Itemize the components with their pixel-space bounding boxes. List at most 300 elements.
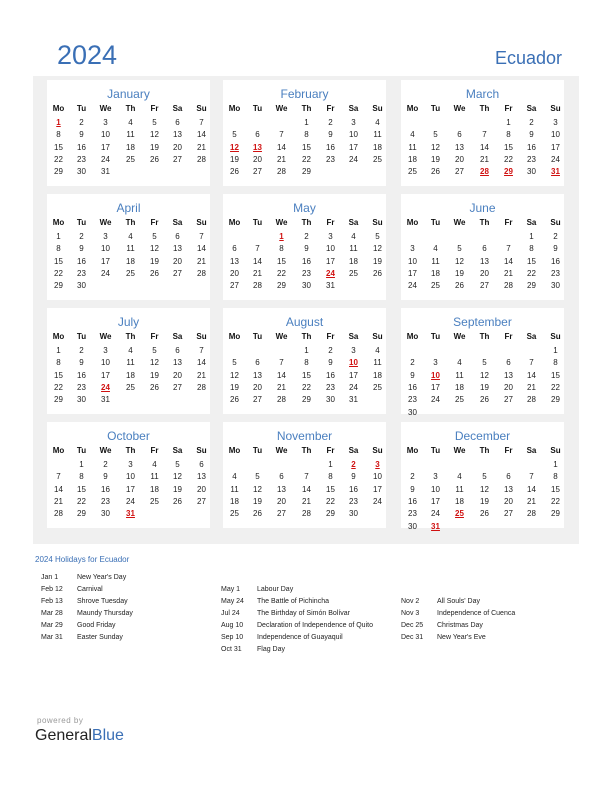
holiday-date: Feb 12 [41, 586, 63, 593]
weekday-header: Mo [52, 332, 65, 341]
day-cell: 28 [504, 281, 513, 291]
day-cell: 29 [77, 509, 86, 519]
day-cell: 14 [527, 370, 536, 380]
holiday-row [41, 586, 133, 598]
day-cell: 11 [408, 142, 417, 152]
year-title: 2024 [57, 40, 118, 70]
day-cell: 1 [56, 346, 61, 355]
day-cell: 20 [480, 268, 489, 278]
day-cell: 23 [349, 496, 358, 506]
weekday-header: Mo [228, 218, 241, 227]
day-cell: 16 [527, 142, 536, 152]
day-cell: 2 [529, 118, 534, 127]
weekday-header: Sa [172, 218, 183, 227]
day-cell: 12 [480, 484, 489, 494]
weekday-header: We [275, 218, 288, 227]
day-cell: 19 [373, 256, 382, 266]
day-cell: 24 [349, 154, 358, 164]
weekday-header: Tu [430, 332, 441, 341]
day-cell: 13 [455, 142, 464, 152]
holiday-row [221, 610, 373, 622]
day-cell: 5 [482, 358, 487, 368]
day-cell: 30 [408, 407, 417, 417]
holiday-name: The Birthday of Simón Bolívar [257, 610, 350, 617]
weekday-header: Fr [150, 446, 159, 455]
day-cell: 14 [54, 484, 63, 494]
day-cell: 22 [504, 154, 513, 164]
day-cell: 15 [551, 484, 560, 494]
weekday-header: Tu [252, 332, 263, 341]
day-cell: 27 [173, 154, 182, 164]
day-cell: 27 [197, 496, 206, 506]
day-cell: 28 [54, 509, 63, 519]
weekday-header: Su [196, 332, 207, 341]
holiday-date: Dec 25 [401, 622, 424, 629]
day-cell: 8 [553, 472, 558, 482]
day-cell: 27 [277, 509, 286, 519]
month-name: November [276, 429, 333, 443]
holiday-date: Oct 31 [221, 646, 242, 653]
weekday-header: We [275, 332, 288, 341]
day-cell: 18 [126, 370, 135, 380]
day-cell: 20 [504, 382, 513, 392]
day-cell: 9 [529, 130, 534, 140]
day-cell: 28 [197, 382, 206, 392]
weekday-header: Mo [52, 446, 65, 455]
weekday-header: Mo [406, 446, 419, 455]
day-cell: 15 [527, 256, 536, 266]
day-cell: 6 [175, 118, 180, 127]
day-cell: 2 [79, 232, 84, 241]
holiday-row [41, 622, 133, 634]
day-cell: 14 [277, 142, 286, 152]
day-cell: 26 [150, 154, 159, 164]
day-cell: 28 [527, 509, 536, 519]
day-cell: 25 [126, 154, 135, 164]
day-cell: 22 [54, 154, 63, 164]
day-cell: 21 [527, 496, 536, 506]
day-cell: 20 [197, 484, 206, 494]
day-cell: 27 [504, 509, 513, 519]
day-cell: 14 [527, 484, 536, 494]
day-cell: 1 [506, 118, 511, 127]
weekday-header: Th [301, 104, 312, 113]
day-cell: 11 [455, 484, 464, 494]
day-cell: 12 [150, 130, 159, 140]
day-cell: 4 [351, 232, 356, 241]
day-cell: 21 [197, 142, 206, 152]
weekday-header: Sa [526, 332, 537, 341]
day-cell: 29 [54, 395, 63, 405]
day-cell: 15 [302, 142, 311, 152]
day-cell: 3 [410, 244, 415, 254]
day-cell: 20 [253, 154, 262, 164]
day-cell: 1 [304, 118, 309, 127]
day-cell: 19 [150, 256, 159, 266]
day-cell: 18 [373, 370, 382, 380]
weekday-header: Tu [252, 218, 263, 227]
day-cell: 12 [480, 370, 489, 380]
day-cell: 12 [150, 358, 159, 368]
day-cell: 5 [152, 118, 157, 127]
weekday-header: We [453, 332, 466, 341]
day-cell: 20 [230, 268, 239, 278]
day-cell: 1 [553, 346, 558, 355]
holiday-row [221, 646, 373, 658]
day-cell: 24 [101, 154, 110, 164]
day-cell: 25 [349, 268, 358, 278]
holiday-name: Labour Day [257, 586, 294, 593]
day-cell: 4 [128, 346, 133, 355]
day-cell: 7 [56, 472, 61, 482]
holiday-day: 31 [551, 167, 560, 177]
day-cell: 21 [197, 256, 206, 266]
day-cell: 19 [480, 496, 489, 506]
country-title: Ecuador [494, 48, 562, 68]
day-cell: 9 [79, 130, 84, 140]
weekday-header: Tu [252, 104, 263, 113]
weekday-header: Fr [150, 218, 159, 227]
day-cell: 18 [408, 154, 417, 164]
day-cell: 23 [326, 154, 335, 164]
holiday-name: Maundy Thursday [77, 610, 133, 617]
day-cell: 1 [529, 232, 534, 241]
day-cell: 15 [54, 370, 63, 380]
brand-logo[interactable] [35, 727, 124, 745]
day-cell: 7 [304, 472, 309, 482]
month-name: May [293, 201, 316, 215]
day-cell: 13 [504, 484, 513, 494]
holiday-day: 12 [230, 142, 239, 152]
day-cell: 26 [373, 268, 382, 278]
weekday-header: Sa [348, 446, 359, 455]
day-cell: 3 [553, 118, 558, 127]
day-cell: 23 [408, 395, 417, 405]
day-cell: 27 [480, 281, 489, 291]
day-cell: 2 [103, 460, 108, 469]
weekday-header: Tu [430, 446, 441, 455]
day-cell: 23 [527, 154, 536, 164]
weekday-header: Tu [252, 446, 263, 455]
day-cell: 24 [431, 509, 440, 519]
weekday-header: Sa [172, 104, 183, 113]
day-cell: 6 [506, 472, 511, 482]
day-cell: 13 [504, 370, 513, 380]
day-cell: 29 [302, 395, 311, 405]
day-cell: 21 [197, 370, 206, 380]
day-cell: 20 [504, 496, 513, 506]
day-cell: 10 [101, 358, 110, 368]
day-cell: 7 [279, 358, 284, 368]
day-cell: 22 [54, 382, 63, 392]
day-cell: 18 [373, 142, 382, 152]
weekday-header: Fr [504, 104, 513, 113]
day-cell: 21 [54, 496, 63, 506]
day-cell: 24 [373, 496, 382, 506]
holiday-name: Good Friday [77, 622, 116, 629]
day-cell: 30 [101, 509, 110, 519]
weekday-header: We [99, 104, 112, 113]
day-cell: 25 [455, 395, 464, 405]
day-cell: 11 [349, 244, 358, 254]
day-cell: 16 [326, 142, 335, 152]
day-cell: 17 [373, 484, 382, 494]
day-cell: 4 [232, 472, 237, 482]
weekday-header: Mo [228, 332, 241, 341]
weekday-header: Mo [52, 104, 65, 113]
month-name: February [280, 87, 329, 101]
day-cell: 18 [431, 268, 440, 278]
day-cell: 16 [551, 256, 560, 266]
day-cell: 21 [527, 382, 536, 392]
day-cell: 23 [101, 496, 110, 506]
day-cell: 30 [77, 167, 86, 177]
day-cell: 9 [328, 130, 333, 140]
day-cell: 30 [527, 167, 536, 177]
day-cell: 25 [431, 281, 440, 291]
day-cell: 4 [457, 358, 462, 368]
day-cell: 8 [304, 358, 309, 368]
day-cell: 26 [173, 496, 182, 506]
day-cell: 9 [410, 484, 415, 494]
weekday-header: Sa [348, 218, 359, 227]
day-cell: 28 [197, 154, 206, 164]
holiday-name: New Year's Eve [437, 634, 486, 641]
day-cell: 13 [277, 484, 286, 494]
day-cell: 17 [126, 484, 135, 494]
day-cell: 15 [326, 484, 335, 494]
day-cell: 16 [302, 256, 311, 266]
day-cell: 30 [77, 281, 86, 291]
day-cell: 10 [126, 472, 135, 482]
day-cell: 8 [56, 358, 61, 368]
weekday-header: Su [372, 218, 383, 227]
weekday-header: Sa [348, 332, 359, 341]
holidays-title: 2024 Holidays for Ecuador [35, 555, 130, 564]
day-cell: 7 [482, 130, 487, 140]
weekday-header: We [453, 218, 466, 227]
day-cell: 7 [529, 472, 534, 482]
day-cell: 27 [173, 268, 182, 278]
day-cell: 25 [126, 268, 135, 278]
day-cell: 3 [351, 118, 356, 127]
day-cell: 29 [54, 281, 63, 291]
day-cell: 5 [175, 460, 180, 469]
holiday-day: 31 [431, 521, 440, 531]
holiday-day: 1 [56, 118, 61, 127]
day-cell: 6 [482, 244, 487, 254]
day-cell: 6 [255, 358, 260, 368]
holiday-name: All Souls' Day [437, 598, 480, 605]
day-cell: 10 [349, 130, 358, 140]
day-cell: 5 [152, 346, 157, 355]
day-cell: 2 [79, 118, 84, 127]
weekday-header: Th [125, 218, 136, 227]
day-cell: 26 [150, 268, 159, 278]
weekday-header: Mo [406, 218, 419, 227]
day-cell: 4 [410, 130, 415, 140]
day-cell: 22 [77, 496, 86, 506]
day-cell: 27 [230, 281, 239, 291]
weekday-header: Fr [326, 218, 335, 227]
day-cell: 18 [126, 142, 135, 152]
month-october [47, 422, 210, 528]
day-cell: 9 [304, 244, 309, 254]
month-june [401, 194, 564, 300]
day-cell: 26 [253, 509, 262, 519]
day-cell: 27 [455, 167, 464, 177]
weekday-header: Su [196, 104, 207, 113]
day-cell: 30 [349, 509, 358, 519]
holiday-date: Jan 1 [41, 574, 59, 581]
day-cell: 19 [150, 370, 159, 380]
day-cell: 7 [199, 232, 204, 241]
month-name: August [285, 315, 324, 329]
day-cell: 27 [253, 395, 262, 405]
day-cell: 1 [56, 232, 61, 241]
holiday-day: 24 [101, 382, 110, 392]
day-cell: 22 [551, 496, 560, 506]
day-cell: 14 [504, 256, 513, 266]
day-cell: 10 [551, 130, 560, 140]
day-cell: 25 [373, 382, 382, 392]
holiday-day: 29 [504, 167, 513, 177]
holiday-date: Nov 2 [401, 598, 420, 605]
day-cell: 21 [504, 268, 513, 278]
day-cell: 3 [433, 472, 438, 482]
holiday-name: Independence of Guayaquil [257, 634, 343, 641]
weekday-header: Su [372, 446, 383, 455]
day-cell: 31 [101, 395, 110, 405]
day-cell: 24 [126, 496, 135, 506]
day-cell: 21 [302, 496, 311, 506]
weekday-header: Su [372, 104, 383, 113]
day-cell: 12 [253, 484, 262, 494]
holiday-column [221, 586, 373, 658]
day-cell: 9 [79, 244, 84, 254]
day-cell: 11 [126, 244, 135, 254]
day-cell: 7 [199, 118, 204, 127]
holiday-name: Christmas Day [437, 622, 483, 629]
day-cell: 12 [431, 142, 440, 152]
weekday-header: Tu [76, 104, 87, 113]
day-cell: 23 [77, 382, 86, 392]
day-cell: 16 [408, 382, 417, 392]
day-cell: 16 [408, 496, 417, 506]
holiday-day: 25 [455, 509, 464, 519]
month-april [47, 194, 210, 300]
month-name: December [454, 429, 511, 443]
day-cell: 7 [199, 346, 204, 355]
day-cell: 7 [506, 244, 511, 254]
day-cell: 22 [527, 268, 536, 278]
weekday-header: Su [550, 446, 561, 455]
day-cell: 12 [150, 244, 159, 254]
day-cell: 13 [253, 370, 262, 380]
weekday-header: Th [301, 218, 312, 227]
day-cell: 29 [551, 395, 560, 405]
day-cell: 5 [152, 232, 157, 241]
day-cell: 8 [304, 130, 309, 140]
day-cell: 18 [230, 496, 239, 506]
weekday-header: Sa [526, 446, 537, 455]
day-cell: 26 [455, 281, 464, 291]
holiday-date: May 24 [221, 598, 244, 605]
day-cell: 11 [431, 256, 440, 266]
day-cell: 27 [173, 382, 182, 392]
day-cell: 1 [304, 346, 309, 355]
holiday-day: 24 [326, 268, 335, 278]
day-cell: 13 [173, 244, 182, 254]
day-cell: 9 [328, 358, 333, 368]
weekday-header: We [275, 446, 288, 455]
weekday-header: Th [479, 446, 490, 455]
day-cell: 20 [173, 256, 182, 266]
day-cell: 18 [150, 484, 159, 494]
day-cell: 10 [431, 484, 440, 494]
day-cell: 28 [277, 167, 286, 177]
day-cell: 3 [128, 460, 133, 469]
day-cell: 3 [103, 118, 108, 127]
holiday-day: 10 [349, 358, 358, 368]
holiday-row [401, 634, 515, 646]
day-cell: 3 [103, 232, 108, 241]
day-cell: 5 [457, 244, 462, 254]
day-cell: 27 [253, 167, 262, 177]
day-cell: 6 [279, 472, 284, 482]
day-cell: 11 [126, 130, 135, 140]
month-july [47, 308, 210, 414]
month-august [223, 308, 386, 414]
weekday-header: Su [372, 332, 383, 341]
day-cell: 22 [302, 154, 311, 164]
month-march [401, 80, 564, 186]
weekday-header: Fr [326, 446, 335, 455]
day-cell: 4 [375, 346, 380, 355]
month-name: January [107, 87, 150, 101]
day-cell: 5 [255, 472, 260, 482]
day-cell: 14 [480, 142, 489, 152]
day-cell: 30 [408, 521, 417, 531]
weekday-header: Su [550, 332, 561, 341]
holiday-name: Carnival [77, 586, 103, 593]
weekday-header: Mo [406, 104, 419, 113]
day-cell: 11 [126, 358, 135, 368]
day-cell: 5 [482, 472, 487, 482]
holiday-date: May 1 [221, 586, 241, 593]
day-cell: 17 [101, 256, 110, 266]
day-cell: 16 [101, 484, 110, 494]
day-cell: 17 [431, 496, 440, 506]
day-cell: 2 [328, 118, 333, 127]
day-cell: 9 [553, 244, 558, 254]
weekday-header: Tu [430, 218, 441, 227]
day-cell: 23 [77, 154, 86, 164]
day-cell: 7 [529, 358, 534, 368]
weekday-header: Th [301, 446, 312, 455]
day-cell: 25 [408, 167, 417, 177]
holiday-name: Easter Sunday [77, 634, 123, 641]
weekday-header: Sa [172, 446, 183, 455]
month-february [223, 80, 386, 186]
holiday-date: Feb 13 [41, 598, 63, 605]
day-cell: 6 [255, 130, 260, 140]
day-cell: 31 [349, 395, 358, 405]
day-cell: 19 [253, 496, 262, 506]
weekday-header: Fr [504, 446, 513, 455]
month-november [223, 422, 386, 528]
day-cell: 13 [173, 130, 182, 140]
